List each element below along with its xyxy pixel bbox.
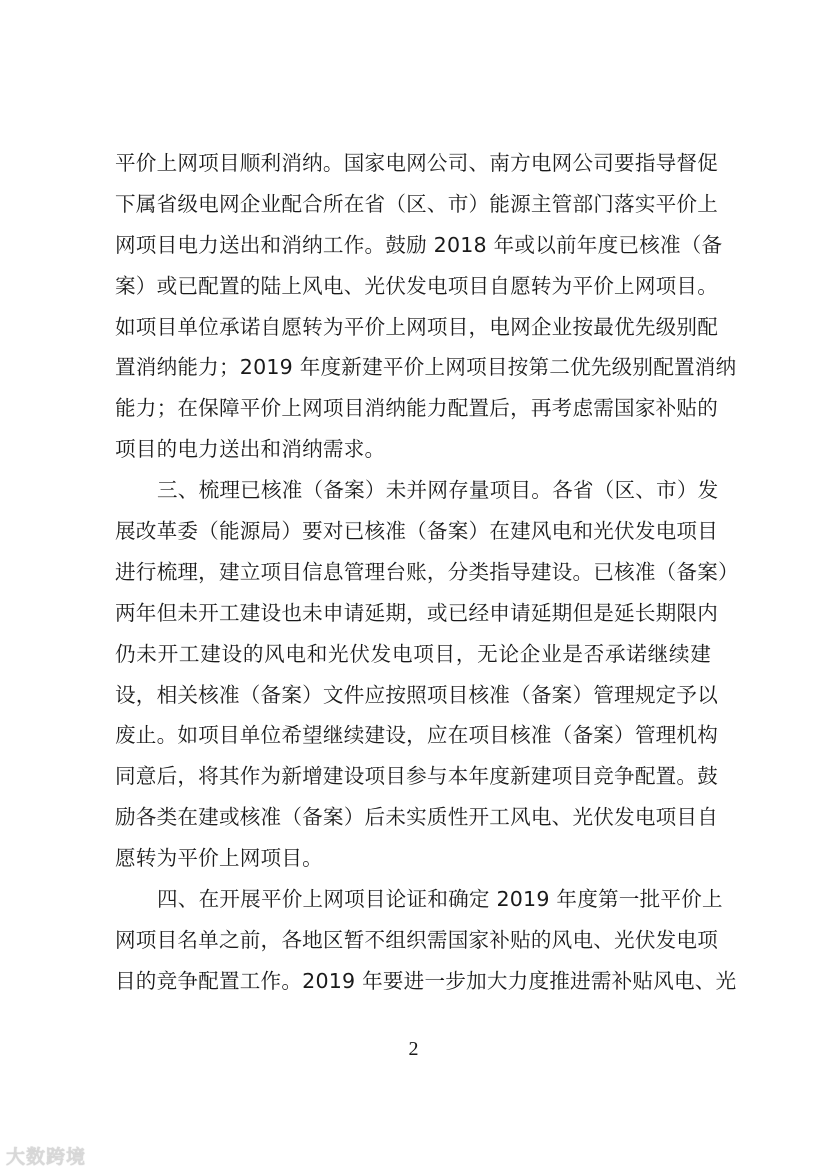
watermark-logo: 大数跨境 [6,1146,87,1168]
paragraph-line: 仍未开工建设的风电和光伏发电项目，无论企业是否承诺继续建 [115,641,711,666]
paragraph-line: 项目的电力送出和消纳需求。 [115,437,386,462]
paragraph-line: 设，相关核准（备案）文件应按照项目核准（备案）管理规定予以 [115,682,719,707]
paragraph-line: 同意后，将其作为新增建设项目参与本年度新建项目竞争配置。鼓 [115,764,719,789]
paragraph-line: 网项目名单之前，各地区暂不组织需国家补贴的风电、光伏发电项 [115,927,719,952]
paragraph-line: 愿转为平价上网项目。 [115,846,323,871]
document-body [115,143,739,1002]
paragraph-line: 进行梳理，建立项目信息管理台账，分类指导建设。已核准（备案） [115,559,739,584]
paragraph-line: 置消纳能力；2019 年度新建平价上网项目按第二优先级别配置消纳 [115,355,737,380]
paragraph-line: 展改革委（能源局）要对已核准（备案）在建风电和光伏发电项目 [115,519,719,544]
paragraph-line: 网项目电力送出和消纳工作。鼓励 2018 年或以前年度已核准（备 [115,232,723,257]
paragraph-line: 下属省级电网企业配合所在省（区、市）能源主管部门落实平价上 [115,191,719,216]
paragraph-line: 案）或已配置的陆上风电、光伏发电项目自愿转为平价上网项目。 [115,273,719,298]
paragraph-line: 四、在开展平价上网项目论证和确定 2019 年度第一批平价上 [157,887,723,912]
paragraph-line: 目的竞争配置工作。2019 年要进一步加大力度推进需补贴风电、光 [115,968,737,993]
paragraph-line: 励各类在建或核准（备案）后未实质性开工风电、光伏发电项目自 [115,805,719,830]
paragraph-line: 废止。如项目单位希望继续建设，应在项目核准（备案）管理机构 [115,723,719,748]
page-number: 2 [408,1038,419,1060]
paragraph-line: 两年但未开工建设也未申请延期，或已经申请延期但是延长期限内 [115,600,719,625]
paragraph-line: 如项目单位承诺自愿转为平价上网项目，电网企业按最优先级别配 [115,314,719,339]
paragraph-line: 能力；在保障平价上网项目消纳能力配置后，再考虑需国家补贴的 [115,396,719,421]
paragraph-line: 三、梳理已核准（备案）未并网存量项目。各省（区、市）发 [157,478,719,503]
paragraph-line: 平价上网项目顺利消纳。国家电网公司、南方电网公司要指导督促 [115,151,719,175]
